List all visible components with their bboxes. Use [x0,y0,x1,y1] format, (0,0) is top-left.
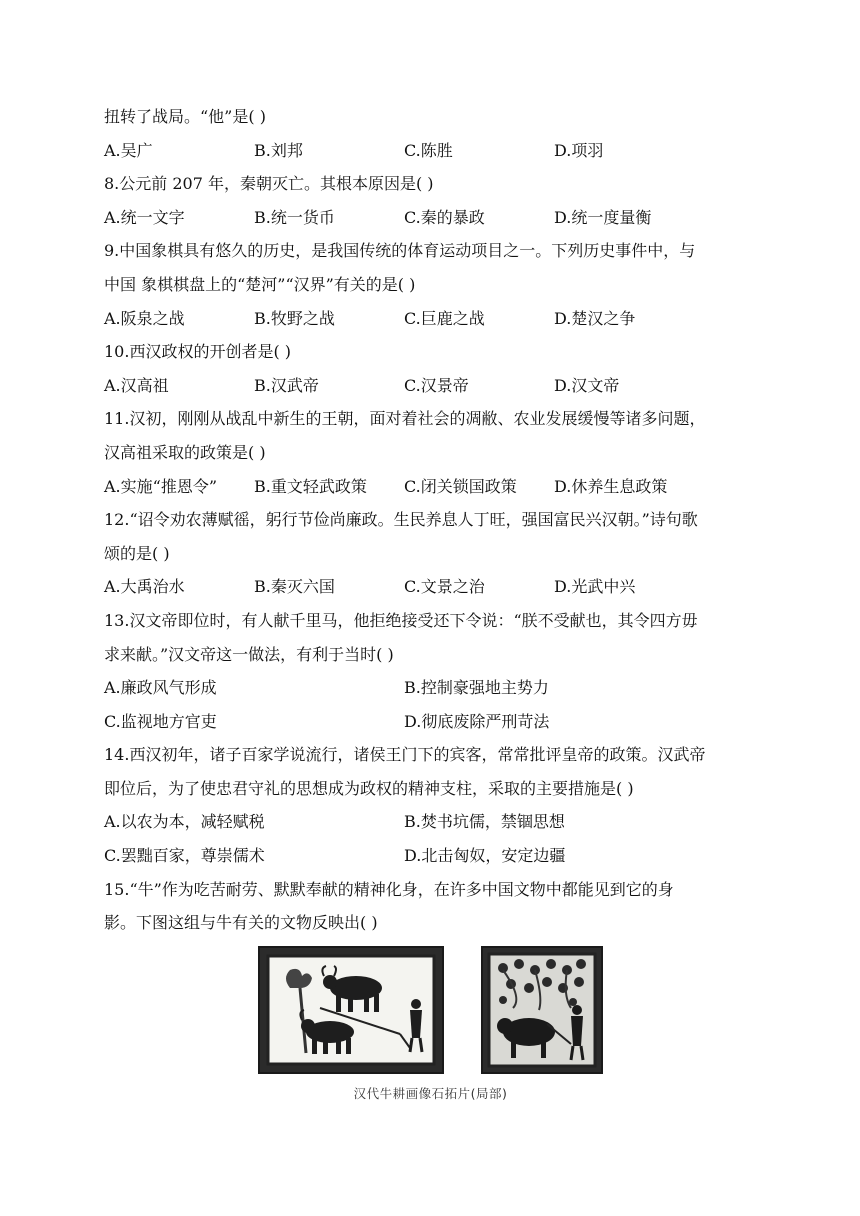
q14-stem-line1: 14.西汉初年，诸子百家学说流行，诸侯王门下的宾客，常常批评皇帝的政策。汉武帝 [104,745,706,765]
q11-option-d: D.休养生息政策 [554,476,668,496]
q11-stem-line2: 汉高祖采取的政策是( ) [104,442,266,462]
q9-stem-line2: 中国 象棋棋盘上的“楚河”“汉界”有关的是( ) [104,274,416,294]
q12-option-a: A.大禹治水 [104,577,185,597]
q8-option-b: B.统一货币 [254,207,335,227]
q8-option-d: D.统一度量衡 [554,207,652,227]
q14-options-row2 [104,839,764,873]
q8-option-a: A.统一文字 [104,207,185,227]
ox-plowing-rubbing-right-image [481,946,603,1074]
q7-stem-end: 扭转了战局。“他”是( ) [104,107,266,126]
q10-stem: 10.西汉政权的开创者是( ) [104,342,292,362]
figure-caption: 汉代牛耕画像石拓片(局部) [353,1086,508,1101]
rubbing-plates [258,946,603,1076]
q13-stem-line1: 13.汉文帝即位时，有人献千里马，他拒绝接受还下令说：“朕不受献也，其令四方毋 [104,610,698,630]
exam-page [104,100,764,940]
q9-option-a: A.阪泉之战 [104,308,185,328]
q12-stem-line2: 颂的是( ) [104,543,170,563]
q10-option-d: D.汉文帝 [554,375,620,395]
q12-options [104,570,764,604]
q11-option-b: B.重文轻武政策 [254,476,367,496]
q12-option-c: C.文景之治 [404,577,485,597]
q13-option-a: A.廉政风气形成 [104,678,217,698]
q15-stem-line2: 影。下图这组与牛有关的文物反映出( ) [104,913,378,933]
q7-option-a: A.吴广 [104,140,153,160]
q11-option-a: A.实施“推恩令” [104,476,218,496]
ox-plowing-scene-left-icon [260,948,442,1072]
q13-options-row2 [104,705,764,739]
q9-stem-line1: 9.中国象棋具有悠久的历史，是我国传统的体育运动项目之一。下列历史事件中，与 [104,241,696,261]
q15-stem-line1: 15.“牛”作为吃苦耐劳、默默奉献的精神化身，在许多中国文物中都能见到它的身 [104,879,674,899]
q14-option-c: C.罢黜百家，尊崇儒术 [104,846,265,866]
q14-option-b: B.焚书坑儒，禁锢思想 [404,812,565,832]
q9-options [104,302,764,336]
q12-option-b: B.秦灭六国 [254,577,335,597]
q14-options-row1 [104,805,764,839]
q10-option-b: B.汉武帝 [254,375,319,395]
q13-stem-line2: 求来献。”汉文帝这一做法，有利于当时( ) [104,644,394,664]
q8-option-c: C.秦的暴政 [404,207,485,227]
q14-option-a: A.以农为本，减轻赋税 [104,812,265,832]
q8-options [104,201,764,235]
q9-option-b: B.牧野之战 [254,308,335,328]
q13-option-b: B.控制豪强地主势力 [404,678,549,698]
q14-stem-line2: 即位后，为了使忠君守礼的思想成为政权的精神支柱，采取的主要措施是( ) [104,778,634,798]
q7-option-d: D.项羽 [554,140,604,160]
q8-stem: 8.公元前 207 年，秦朝灭亡。其根本原因是( ) [104,174,434,194]
ox-plowing-scene-right-icon [483,948,601,1072]
q7-option-b: B.刘邦 [254,140,303,160]
q10-option-a: A.汉高祖 [104,375,169,395]
q7-option-c: C.陈胜 [404,140,453,160]
q13-option-d: D.彻底废除严刑苛法 [404,711,550,731]
q13-option-c: C.监视地方官吏 [104,711,217,731]
q12-option-d: D.光武中兴 [554,577,636,597]
q9-option-c: C.巨鹿之战 [404,308,485,328]
q11-stem-line1: 11.汉初，刚刚从战乱中新生的王朝，面对着社会的凋敝、农业发展缓慢等诸多问题， [104,409,706,429]
ox-plowing-figure [258,946,603,1102]
q13-options-row1 [104,671,764,705]
q9-option-d: D.楚汉之争 [554,308,636,328]
q12-stem-line1: 12.“诏令劝农薄赋徭，躬行节俭尚廉政。生民养息人丁旺，强国富民兴汉朝。”诗句歌 [104,510,698,530]
q11-option-c: C.闭关锁国政策 [404,476,517,496]
q7-options [104,134,764,168]
q10-option-c: C.汉景帝 [404,375,469,395]
ox-plowing-rubbing-left-image [258,946,444,1074]
q14-option-d: D.北击匈奴，安定边疆 [404,846,566,866]
q10-options [104,369,764,403]
q11-options [104,470,764,504]
